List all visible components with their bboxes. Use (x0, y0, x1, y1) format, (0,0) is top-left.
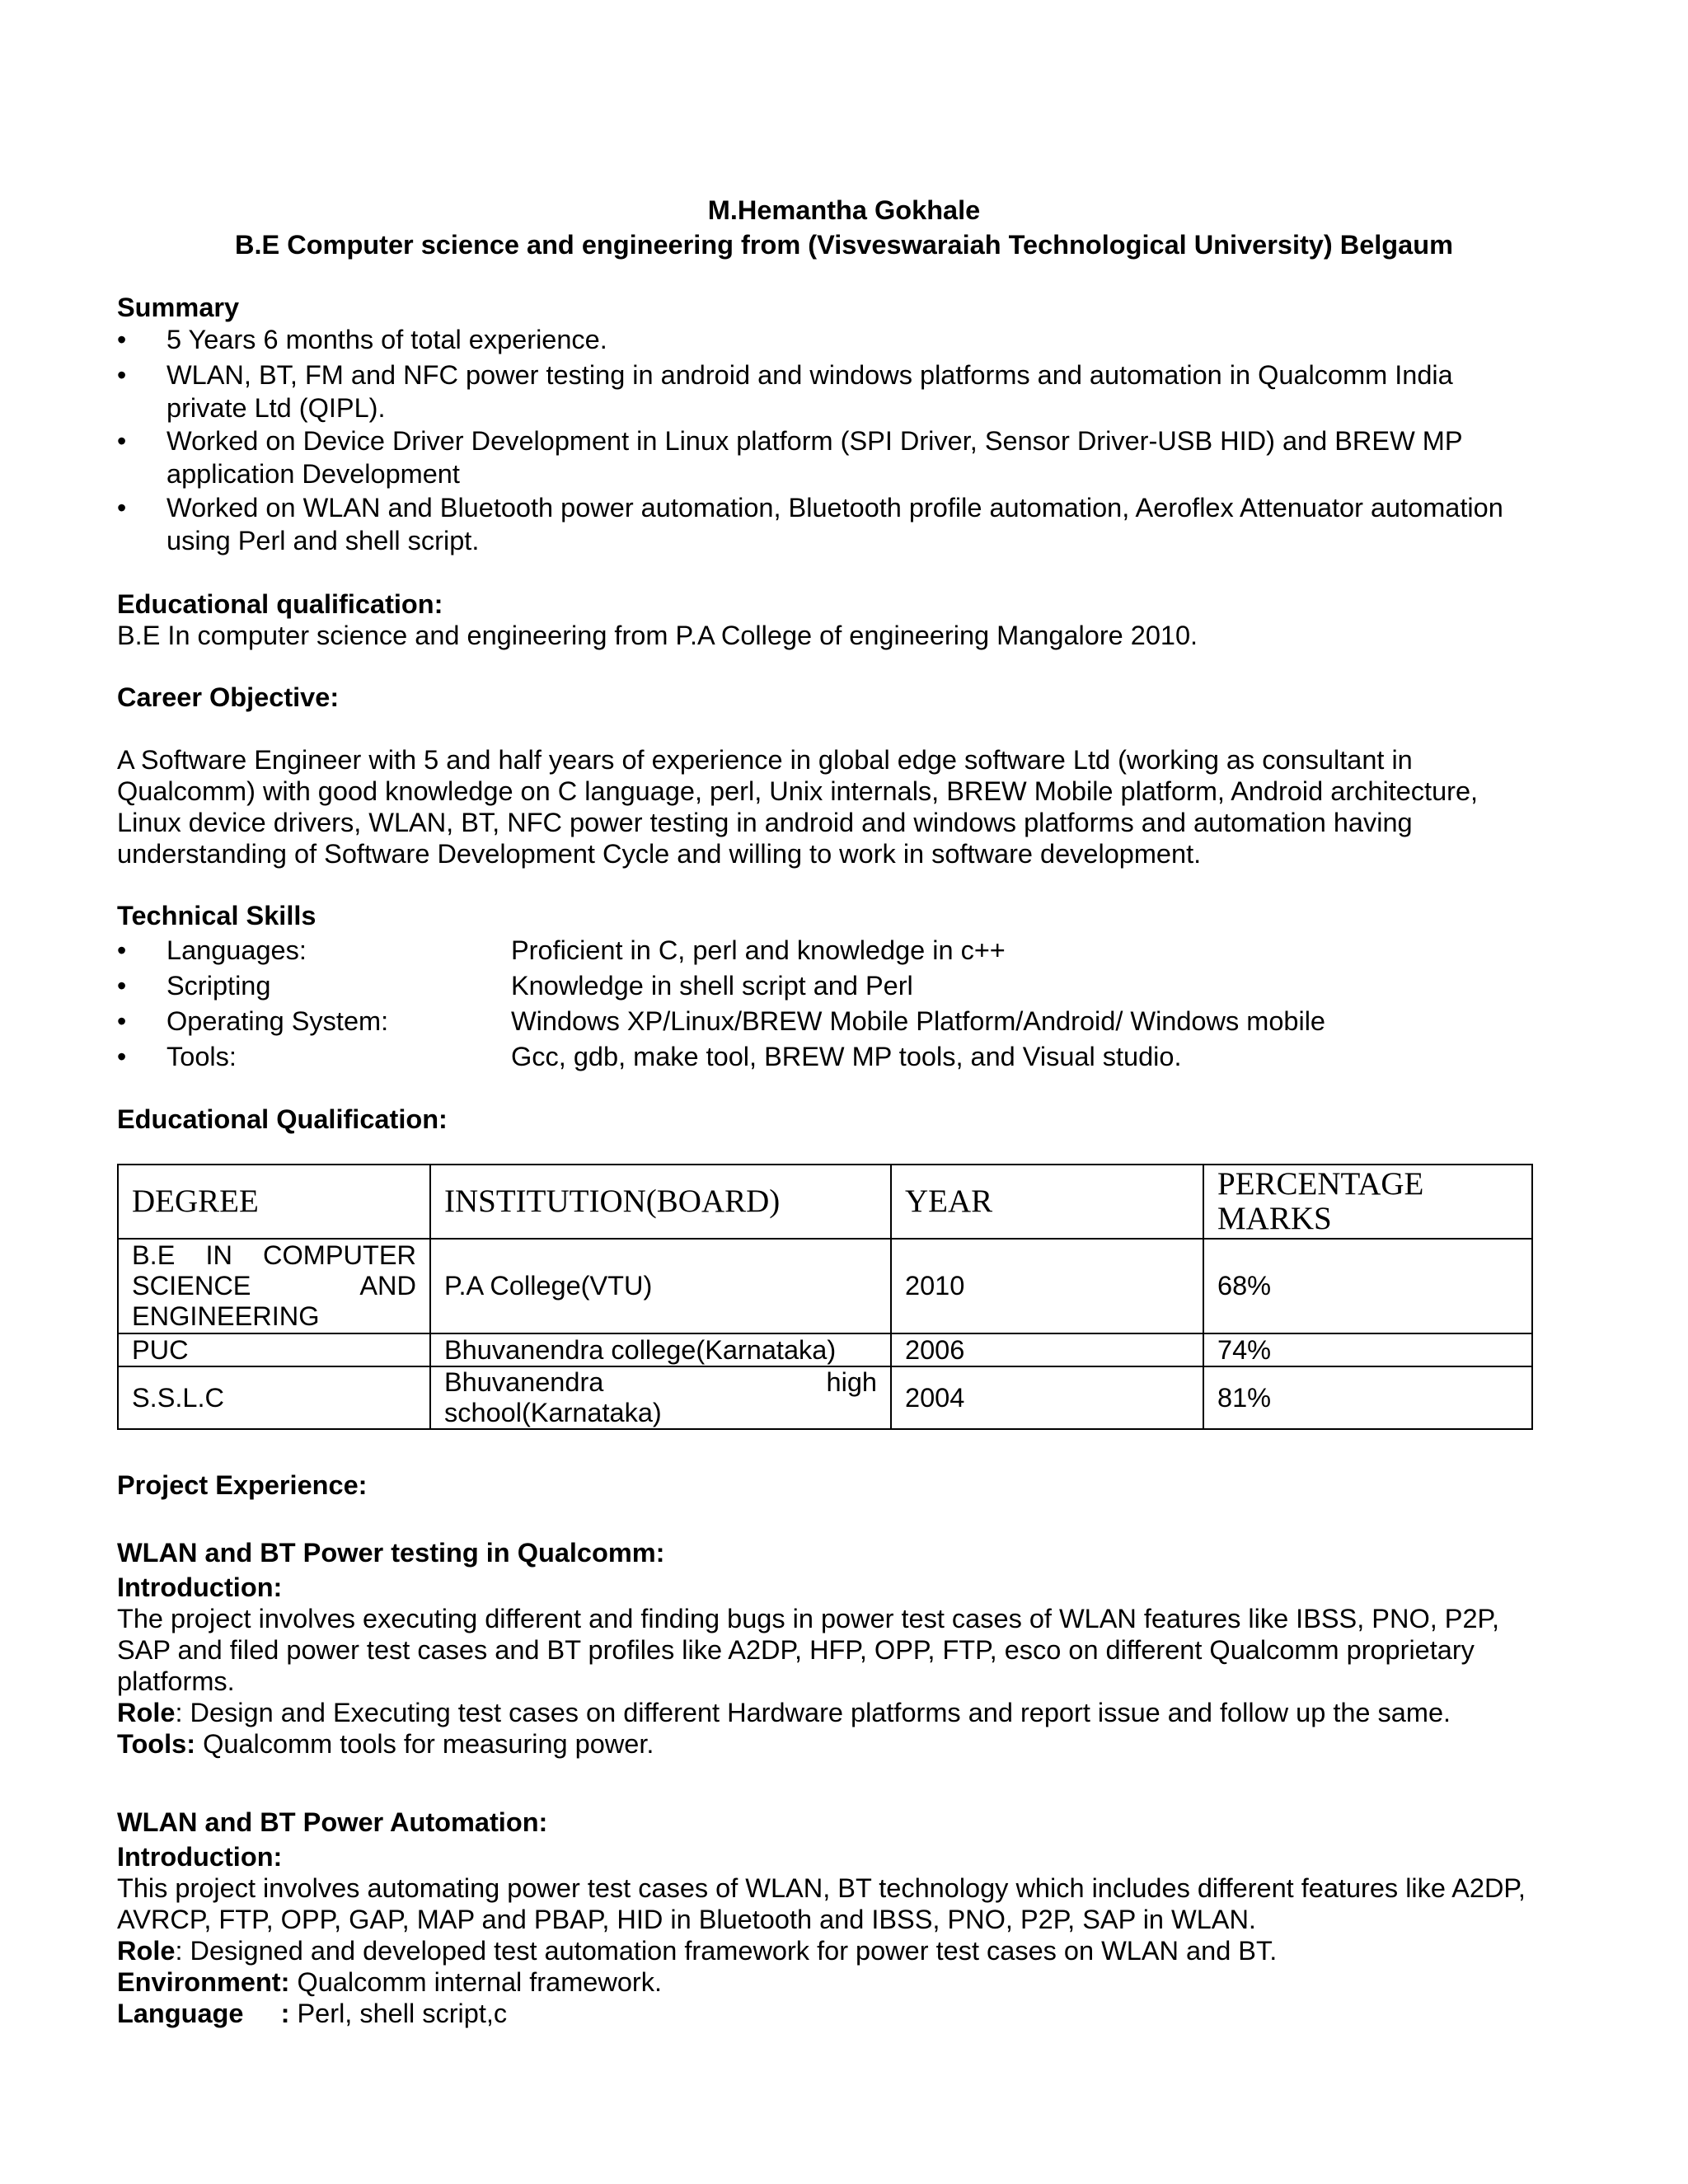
skill-label: Languages: (166, 935, 307, 965)
project-intro-line: platforms. (117, 1666, 235, 1696)
summary-item-cont: private Ltd (QIPL). (166, 393, 386, 423)
career-line: Qualcomm) with good knowledge on C language, perl, Unix internals, BREW Mobile platform, Android architecture, (117, 776, 1479, 806)
summary-item-cont: application Development (166, 459, 460, 489)
summary-item: WLAN, BT, FM and NFC power testing in android and windows platforms and automation in Qualcomm India (166, 360, 1453, 390)
edu-table-heading: Educational Qualification: (117, 1104, 448, 1134)
bullet-icon: • (117, 360, 127, 390)
project-environment (117, 1966, 1601, 1998)
project-intro-line: AVRCP, FTP, OPP, GAP, MAP and PBAP, HID in Bluetooth and IBSS, PNO, P2P, SAP in WLAN. (117, 1905, 1256, 1934)
bullet-icon: • (117, 493, 127, 523)
project-tools (117, 1728, 1601, 1760)
institution-word: high (826, 1367, 877, 1397)
project-title: WLAN and BT Power Automation: (117, 1807, 548, 1837)
degree-title: B.E Computer science and engineering from (Visveswaraiah Technological University) Belgaum (235, 230, 1453, 260)
column-header: DEGREE (118, 1165, 430, 1239)
column-header: YEAR (891, 1165, 1203, 1239)
role-label: Role (117, 1936, 176, 1966)
bullet-icon: • (117, 1042, 127, 1071)
column-header: INSTITUTION(BOARD) (430, 1165, 891, 1239)
role-text: : Designed and developed test automation framework for power test cases on WLAN and BT. (175, 1936, 1278, 1966)
project-intro-line: SAP and filed power test cases and BT profiles like A2DP, HFP, OPP, FTP, esco on different Qualcomm proprietary (117, 1635, 1475, 1665)
table-row (118, 1366, 1532, 1429)
environment-text: Qualcomm internal framework. (289, 1967, 662, 1997)
bullet-icon: • (117, 935, 127, 965)
institution-cell: Bhuvanendra college(Karnataka) (430, 1333, 891, 1366)
project-role (117, 1935, 1601, 1966)
degree-word: IN (205, 1240, 232, 1270)
marks-cell: 74% (1203, 1333, 1532, 1366)
projects-heading: Project Experience: (117, 1470, 368, 1500)
project-intro-label: Introduction: (117, 1842, 283, 1872)
summary-item: 5 Years 6 months of total experience. (166, 325, 607, 354)
marks-cell: 68% (1203, 1239, 1532, 1333)
institution-word: school(Karnataka) (444, 1398, 662, 1427)
year-cell: 2004 (891, 1366, 1203, 1429)
language-label: Language : (117, 1999, 290, 2028)
year-cell: 2010 (891, 1239, 1203, 1333)
tools-label: Tools: (117, 1729, 196, 1759)
project-language (117, 1998, 1601, 2029)
project-title: WLAN and BT Power testing in Qualcomm: (117, 1538, 665, 1568)
skill-value: Proficient in C, perl and knowledge in c++ (511, 935, 1006, 965)
skills-heading: Technical Skills (117, 901, 316, 930)
degree-word: COMPUTER (263, 1240, 416, 1270)
column-header-line: PERCENTAGE (1217, 1166, 1424, 1202)
column-header (1203, 1165, 1532, 1239)
table-row (118, 1333, 1532, 1366)
degree-word: AND (359, 1271, 416, 1301)
education-text: B.E In computer science and engineering from P.A College of engineering Mangalore 2010. (117, 621, 1198, 650)
summary-heading: Summary (117, 293, 240, 322)
bullet-icon: • (117, 426, 127, 456)
summary-item: Worked on WLAN and Bluetooth power automation, Bluetooth profile automation, Aeroflex Attenuator automation (166, 493, 1503, 523)
year-cell: 2006 (891, 1333, 1203, 1366)
candidate-name: M.Hemantha Gokhale (707, 195, 981, 225)
column-header-line: MARKS (1217, 1201, 1332, 1236)
degree-cell: S.S.L.C (118, 1366, 430, 1429)
bullet-icon: • (117, 1006, 127, 1036)
role-label: Role (117, 1698, 176, 1727)
career-heading: Career Objective: (117, 682, 340, 712)
skill-label: Tools: (166, 1042, 237, 1071)
environment-label: Environment: (117, 1967, 290, 1997)
degree-word: SCIENCE (132, 1271, 251, 1301)
career-line: A Software Engineer with 5 and half years of experience in global edge software Ltd (working as consultant in (117, 745, 1413, 775)
table-header-row (118, 1165, 1532, 1239)
skill-value: Gcc, gdb, make tool, BREW MP tools, and Visual studio. (511, 1042, 1182, 1071)
degree-cell (118, 1239, 430, 1333)
summary-item-cont: using Perl and shell script. (166, 526, 480, 555)
career-line: Linux device drivers, WLAN, BT, NFC power testing in android and windows platforms and automation having (117, 808, 1413, 837)
education-table (117, 1164, 1533, 1430)
project-intro-line: The project involves executing different and finding bugs in power test cases of WLAN features like IBSS, PNO, P2P, (117, 1604, 1500, 1633)
institution-cell (430, 1366, 891, 1429)
degree-word: ENGINEERING (132, 1301, 320, 1331)
skill-label: Scripting (166, 971, 271, 1001)
bullet-icon: • (117, 325, 127, 354)
marks-cell: 81% (1203, 1366, 1532, 1429)
project-intro-line: This project involves automating power test cases of WLAN, BT technology which includes different features like A2DP, (117, 1873, 1526, 1903)
skill-value: Windows XP/Linux/BREW Mobile Platform/Android/ Windows mobile (511, 1006, 1325, 1036)
table-row (118, 1239, 1532, 1333)
institution-cell: P.A College(VTU) (430, 1239, 891, 1333)
tools-text: Qualcomm tools for measuring power. (195, 1729, 654, 1759)
bullet-icon: • (117, 971, 127, 1001)
degree-word: B.E (132, 1240, 176, 1270)
project-intro-label: Introduction: (117, 1572, 283, 1602)
summary-item: Worked on Device Driver Development in Linux platform (SPI Driver, Sensor Driver-USB HID) and BREW MP (166, 426, 1463, 456)
institution-word: Bhuvanendra (444, 1367, 604, 1397)
skill-label: Operating System: (166, 1006, 389, 1036)
language-text: Perl, shell script,c (289, 1999, 508, 2028)
career-line: understanding of Software Development Cycle and willing to work in software development. (117, 839, 1202, 869)
education-heading: Educational qualification: (117, 589, 443, 619)
project-role (117, 1697, 1601, 1728)
degree-cell: PUC (118, 1333, 430, 1366)
skill-value: Knowledge in shell script and Perl (511, 971, 913, 1001)
role-text: : Design and Executing test cases on different Hardware platforms and report issue and follow up the same. (175, 1698, 1451, 1727)
